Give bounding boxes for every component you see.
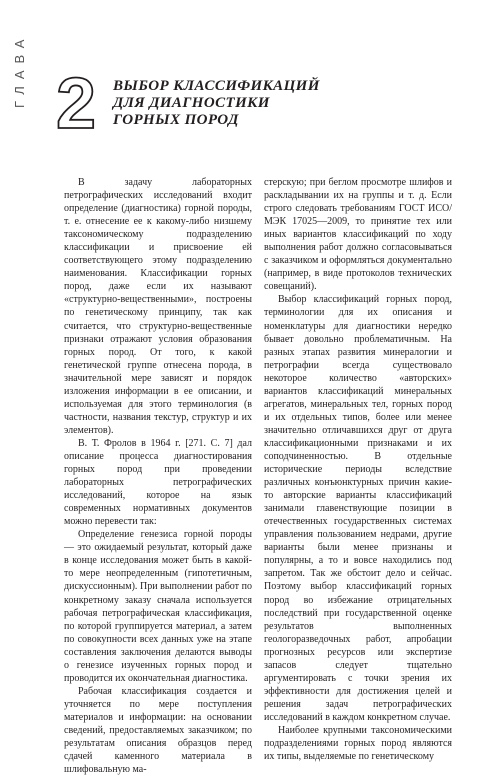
- paragraph: Рабочая классификация создается и уточняется по мере поступления материалов и информации: на основании сведений, предоставляемых заказчиком; по результатам описания образцов перед сдачей каменного материала в шлифовальную ма-: [64, 685, 252, 776]
- chapter-title-line: ВЫБОР КЛАССИФИКАЦИЙ: [113, 78, 320, 94]
- paragraph: В. Т. Фролов в 1964 г. [271. С. 7] дал описание процесса диагностирования горных пород при проведении лабораторных петрографических исследований, которое на язык современных нормативных документов можно перевести так:: [64, 437, 252, 528]
- chapter-title-line: ГОРНЫХ ПОРОД: [113, 112, 239, 128]
- right-text-column: [264, 176, 452, 763]
- paragraph: стерскую; при беглом просмотре шлифов и раскладывании их на группы и т. д. Если строго следовать требованиям ГОСТ ИСО/МЭК 17025—2009, то принятие тех или иных вариантов классификаций по ходу выполнения работ должно согласовываться с заказчиком и оформляться документально (например, в виде протоколов технических совещаний).: [264, 177, 452, 293]
- chapter-title: [113, 78, 363, 129]
- left-text-column: [64, 176, 252, 776]
- chapter-label: ГЛАВА: [12, 32, 27, 108]
- chapter-title-line: ДЛЯ ДИАГНОСТИКИ: [113, 95, 270, 111]
- chapter-number: 2: [56, 64, 97, 144]
- paragraph: Наиболее крупными таксономическими подразделениями горных пород являются их типы, выделяемые по генетическому: [264, 724, 452, 763]
- paragraph: В задачу лабораторных петрографических исследований входит определение (диагностика) горной породы, т. е. отнесение ее к какому-либо низшему таксономическому подразделению классификации и присвоение ей соответствующего этому подразделению наименования. Классификации горных пород, даже если их называют «структурно-вещественными», построены по генетическому принципу, так как считается, что структурно-вещественные признаки отражают условия образования горных пород. От того, к какой генетической группе отнесена порода, в значительной мере зависят и порядок изложения информации в ее описании, и используемая для этого терминология (в частности, названия текстур, структур и их элементов).: [64, 177, 252, 436]
- paragraph: Определение генезиса горной породы — это ожидаемый результат, который даже в конце исследования может быть в какой-то мере неопределенным (гипотетичным, дискуссионным). При выполнении работ по конкретному заказу сначала используется рабочая петрографическая классификация, по которой группируется материал, а затем по совокупности всех данных уже на этапе составления заключения делаются выводы о генезисе изученных горных пород и проводится их окончательная диагностика.: [64, 529, 252, 684]
- paragraph: Выбор классификаций горных пород, терминологии для их описания и номенклатуры для диагностики нередко бывает довольно проблематичным. На разных этапах развития минералогии и петрографии всегда существовало некоторое количество «авторских» вариантов классификаций минеральных агрегатов, минеральных тел, горных пород и их отдельных типов, более или менее значительно отличавшихся друг от друга классификационными признаками и их соподчиненностью. В отдельные исторические периоды вследствие различных конъюнктурных причин какие-то авторские варианты классификаций занимали главенствующие позиции в отечественных государственных системах управления пользованием недрами, другие варианты были менее признаны и популярны, а то и вовсе находились под запретом. Так же обстоит дело и сейчас. Поэтому выбор классификаций горных пород во избежание отрицательных последствий при государственной оценке результатов выполненных геологоразведочных работ, апробации прогнозных ресурсов или экспертизе запасов следует тщательно аргументировать с точки зрения их эффективности для достижения целей и решения задач петрографических исследований в каждом конкретном случае.: [264, 294, 452, 723]
